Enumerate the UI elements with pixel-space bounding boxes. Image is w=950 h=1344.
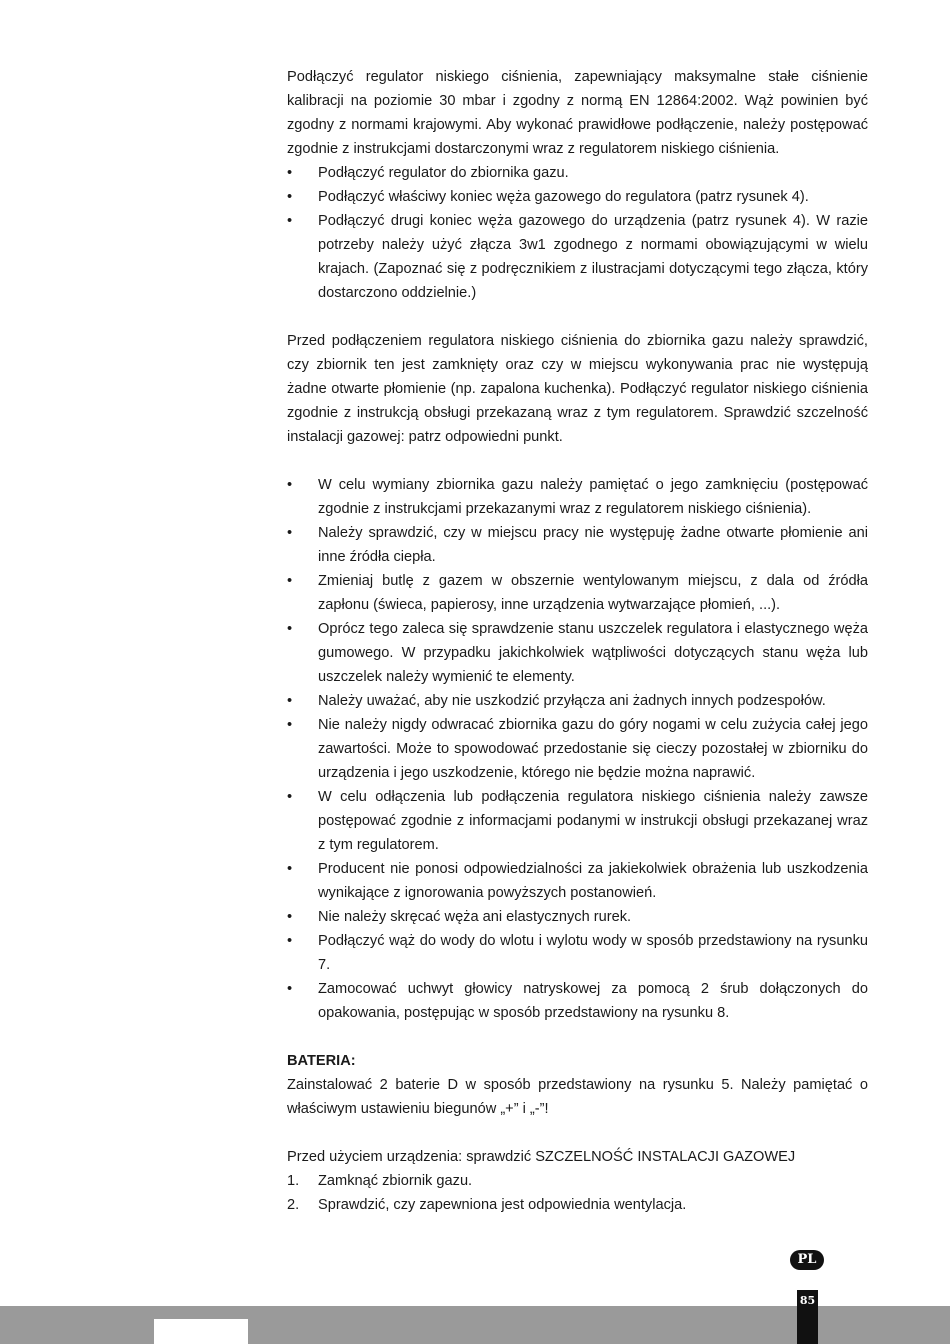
numbered-steps-list <box>287 1169 868 1217</box>
list-item <box>287 161 868 185</box>
footer-tab <box>154 1319 248 1344</box>
list-item <box>287 905 868 929</box>
list-item <box>287 569 868 617</box>
language-badge: PL <box>790 1250 824 1270</box>
list-item-text: Podłączyć drugi koniec węża gazowego do urządzenia (patrz rysunek 4). W razie potrzeby należy użyć złącza 3w1 zgodnego z normami obowiązującymi w wielu krajach. (Zapoznać się z podręcznikiem z ilustracjami dotyczącymi tego złącza, który dostarczono oddzielnie.) <box>318 213 868 301</box>
intro-paragraph: Podłączyć regulator niskiego ciśnienia, zapewniający maksymalne stałe ciśnienie kalibracji na poziomie 30 mbar i zgodny z normą EN 12864:2002. Wąż powinien być zgodny z normami krajowymi. Aby wykonać prawidłowe podłączenie, należy postępować zgodnie z instrukcjami dostarczonymi wraz z regulatorem niskiego ciśnienia. <box>287 69 868 157</box>
list-item-text: W celu odłączenia lub podłączenia regulatora niskiego ciśnienia należy zawsze postępować zgodnie z informacjami podanymi w instrukcji obsługi przekazanej wraz z tym regulatorem. <box>318 789 868 853</box>
bullet-marker: • <box>287 981 293 997</box>
list-item-text: Należy uważać, aby nie uszkodzić przyłącza ani żadnych innych podzespołów. <box>318 693 826 709</box>
bullet-marker: • <box>287 477 293 493</box>
connection-steps-list <box>287 161 868 305</box>
list-item-text: Zamocować uchwyt głowicy natryskowej za pomocą 2 śrub dołączonych do opakowania, postępując w sposób przedstawiony na rysunku 8. <box>318 981 868 1021</box>
battery-heading: BATERIA: <box>287 1053 356 1069</box>
list-item <box>287 857 868 905</box>
list-item <box>287 929 868 977</box>
list-item-text: Nie należy nigdy odwracać zbiornika gazu do góry nogami w celu zużycia całej jego zawartości. Może to spowodować przedostanie się cieczy pozostałej w zbiorniku do urządzenia i jego uszkodzenie, którego nie będzie można naprawić. <box>318 717 868 781</box>
list-item-text: Nie należy skręcać węża ani elastycznych rurek. <box>318 909 632 925</box>
bullet-marker: • <box>287 693 293 709</box>
document-body <box>287 65 868 1217</box>
list-item <box>287 1193 868 1217</box>
check-intro: Przed użyciem urządzenia: sprawdzić SZCZELNOŚĆ INSTALACJI GAZOWEJ <box>287 1149 796 1165</box>
list-item <box>287 473 868 521</box>
list-item-text: Podłączyć regulator do zbiornika gazu. <box>318 165 569 181</box>
list-item-text: Sprawdzić, czy zapewniona jest odpowiednia wentylacja. <box>318 1197 687 1213</box>
list-item-text: Oprócz tego zaleca się sprawdzenie stanu uszczelek regulatora i elastycznego węża gumowego. W przypadku jakichkolwiek wątpliwości dotyczących stanu węża lub uszczelek należy wymienić te elementy. <box>318 621 868 685</box>
bullet-marker: • <box>287 789 293 805</box>
bullet-marker: • <box>287 933 293 949</box>
page-number: 85 <box>797 1290 818 1344</box>
list-item <box>287 617 868 689</box>
safety-paragraph: Przed podłączeniem regulatora niskiego ciśnienia do zbiornika gazu należy sprawdzić, czy zbiornik ten jest zamknięty oraz czy w miejscu wykonywania prac nie występują żadne otwarte płomienie (np. zapalona kuchenka). Podłączyć regulator niskiego ciśnienia zgodnie z instrukcją obsługi przekazaną wraz z tym regulatorem. Sprawdzić szczelność instalacji gazowej: patrz odpowiedni punkt. <box>287 333 868 445</box>
bullet-marker: • <box>287 621 293 637</box>
bullet-marker: • <box>287 213 293 229</box>
bullet-marker: • <box>287 909 293 925</box>
list-item <box>287 209 868 305</box>
step-number: 1. <box>287 1173 300 1189</box>
bullet-marker: • <box>287 189 293 205</box>
bullet-marker: • <box>287 525 293 541</box>
list-item-text: Podłączyć wąż do wody do wlotu i wylotu wody w sposób przedstawiony na rysunku 7. <box>318 933 868 973</box>
battery-paragraph: Zainstalować 2 baterie D w sposób przedstawiony na rysunku 5. Należy pamiętać o właściwym ustawieniu biegunów „+” i „-”! <box>287 1077 868 1117</box>
list-item <box>287 1169 868 1193</box>
list-item-text: W celu wymiany zbiornika gazu należy pamiętać o jego zamknięciu (postępować zgodnie z instrukcjami przekazanymi wraz z regulatorem niskiego ciśnienia). <box>318 477 868 517</box>
list-item-text: Należy sprawdzić, czy w miejscu pracy nie występuję żadne otwarte płomienie ani inne źródła ciepła. <box>318 525 868 565</box>
list-item <box>287 521 868 569</box>
bullet-marker: • <box>287 861 293 877</box>
safety-warnings-list <box>287 473 868 1025</box>
list-item <box>287 977 868 1025</box>
bullet-marker: • <box>287 717 293 733</box>
list-item-text: Podłączyć właściwy koniec węża gazowego do regulatora (patrz rysunek 4). <box>318 189 809 205</box>
bullet-marker: • <box>287 573 293 589</box>
list-item-text: Zmieniaj butlę z gazem w obszernie wentylowanym miejscu, z dala od źródła zapłonu (świeca, papierosy, inne urządzenia wytwarzające płomień, ...). <box>318 573 868 613</box>
list-item <box>287 689 868 713</box>
list-item <box>287 185 868 209</box>
list-item <box>287 785 868 857</box>
list-item-text: Zamknąć zbiornik gazu. <box>318 1173 473 1189</box>
step-number: 2. <box>287 1197 300 1213</box>
bullet-marker: • <box>287 165 293 181</box>
list-item-text: Producent nie ponosi odpowiedzialności za jakiekolwiek obrażenia lub uszkodzenia wynikające z ignorowania powyższych postanowień. <box>318 861 868 901</box>
list-item <box>287 713 868 785</box>
